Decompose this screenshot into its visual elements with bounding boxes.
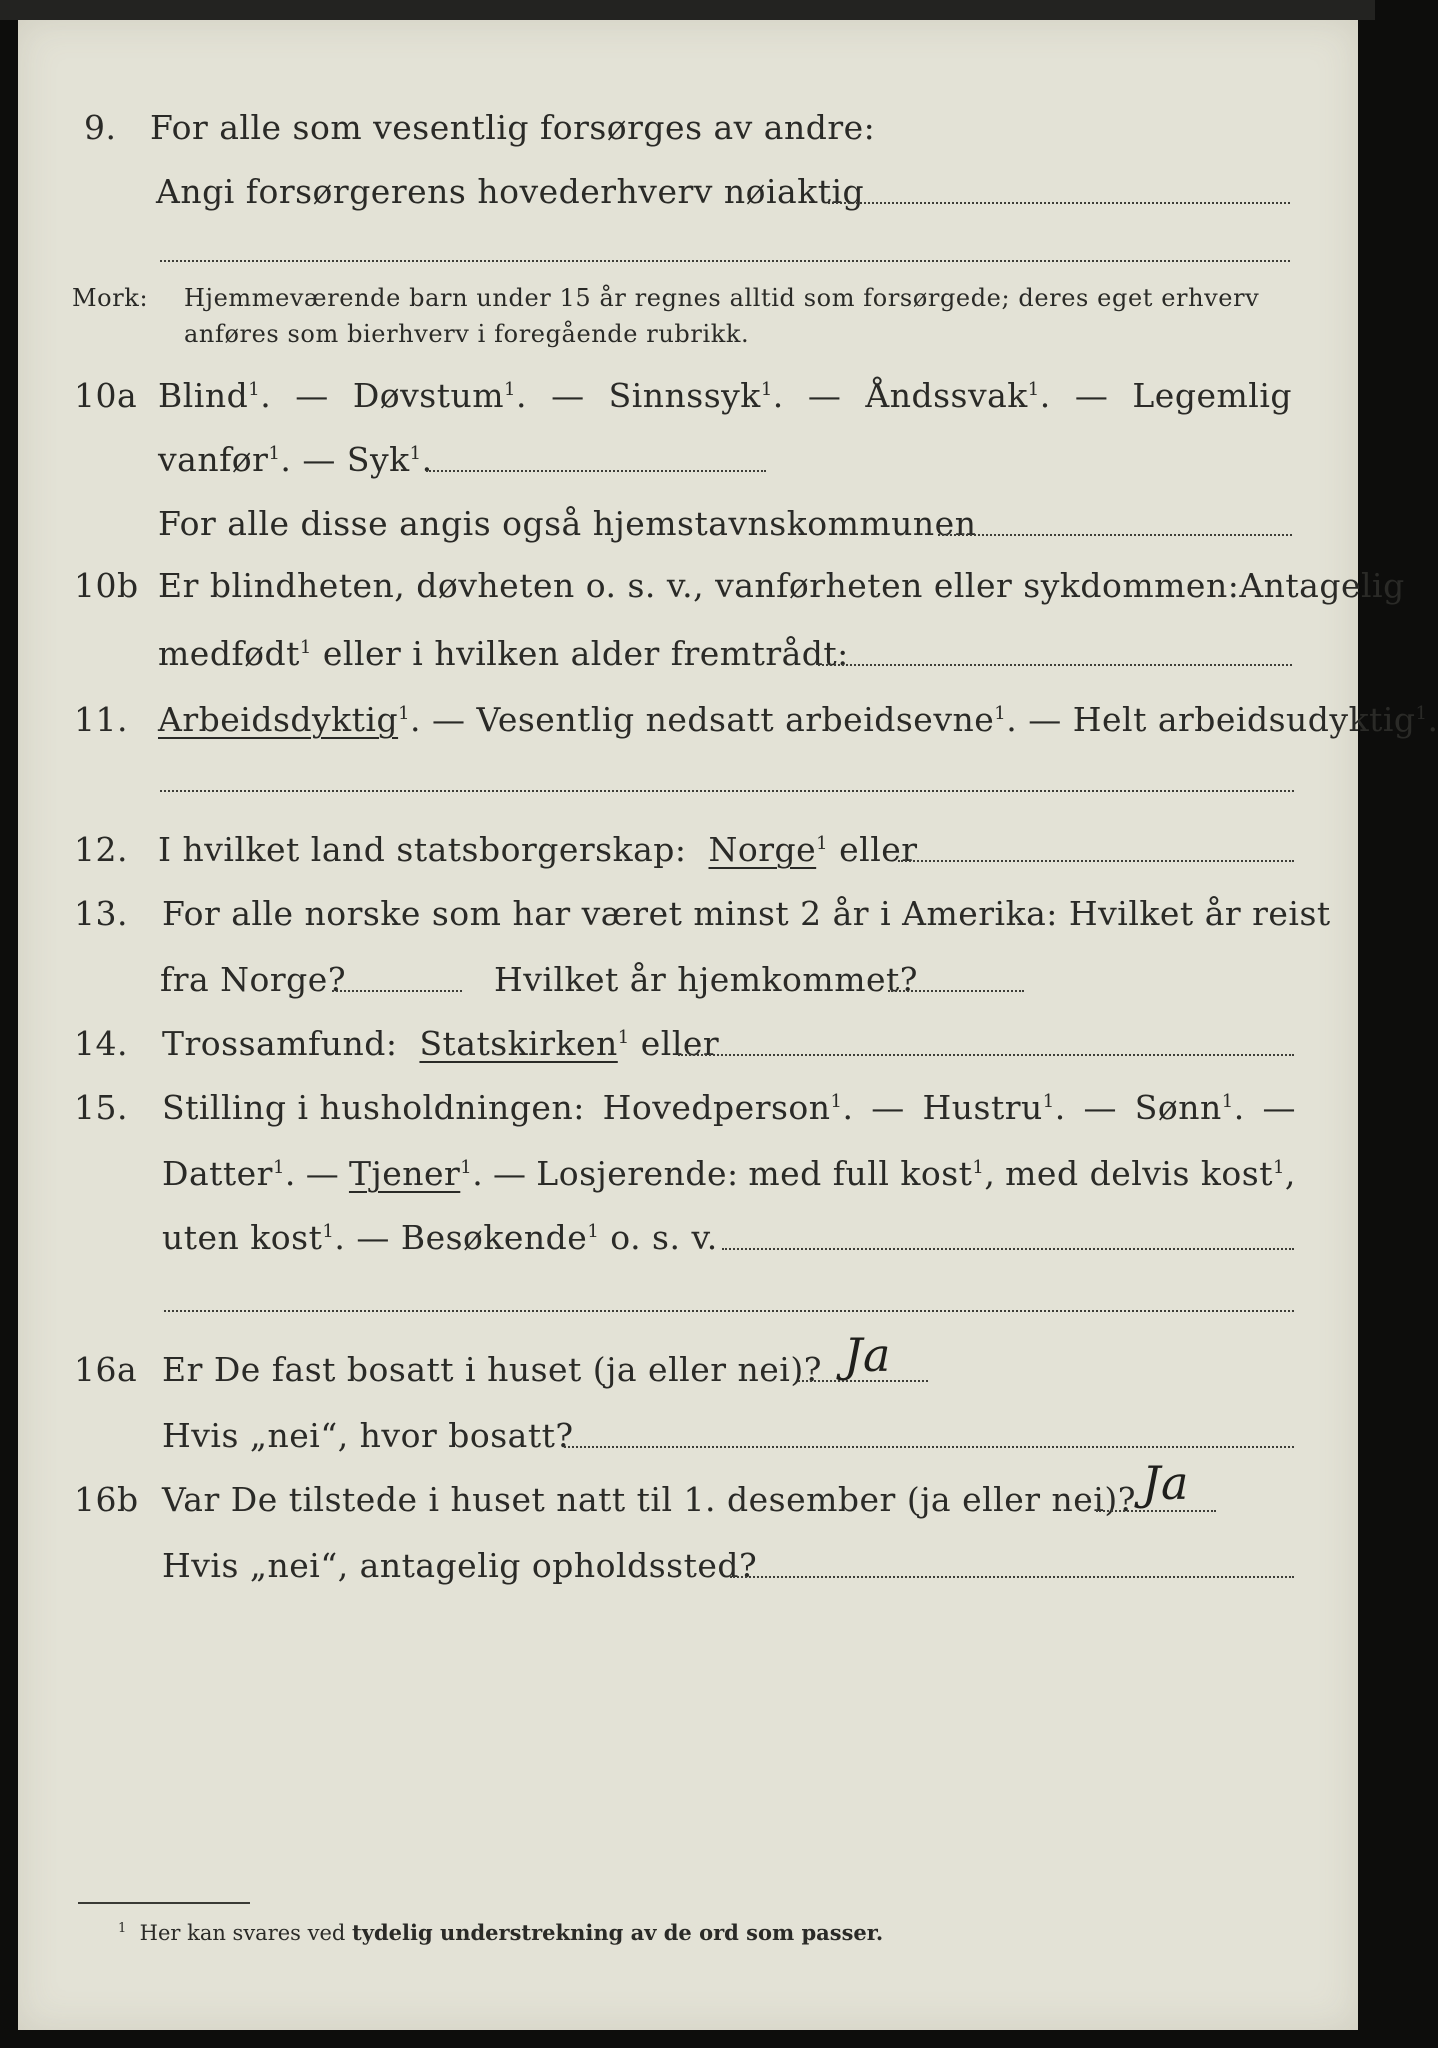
opt-legemlig[interactable]: Legemlig: [1132, 376, 1292, 415]
dash: —: [356, 1218, 390, 1257]
opt-medfodt[interactable]: medfødt$^1$: [158, 634, 312, 673]
opt-full-kost[interactable]: med full kost$^1$,: [748, 1154, 996, 1193]
opt-sinnssyk[interactable]: Sinnssyk$^1$.: [608, 376, 784, 415]
q15-answer-field[interactable]: [722, 1248, 1294, 1250]
dash: —: [807, 376, 842, 415]
dash: —: [295, 376, 329, 415]
dash: —: [305, 1154, 340, 1193]
opt-tjener[interactable]: Tjener$^1$.: [348, 1154, 484, 1193]
q16b-opholdssted-field[interactable]: [730, 1576, 1294, 1578]
footnote: [118, 1920, 883, 1945]
q10a-options: [158, 376, 1292, 415]
q14-answer-field[interactable]: [678, 1054, 1294, 1056]
q9-question: Angi forsørgerens hovederhverv nøiaktig: [156, 172, 865, 211]
q16b-answer-field[interactable]: [1096, 1510, 1216, 1512]
q16b-handwritten-answer[interactable]: Ja: [1142, 1456, 1189, 1510]
q15-answer-field-2[interactable]: [164, 1310, 1294, 1312]
opt-antagelig[interactable]: Antagelig: [1239, 566, 1405, 605]
q12-eller: eller: [839, 830, 918, 869]
mork-line2: anføres som bierhverv i foregående rubrikk.: [184, 320, 750, 348]
q10b-number: 10b: [74, 566, 139, 605]
q16a-number: 16a: [74, 1350, 138, 1389]
q10a-number: 10a: [74, 376, 138, 415]
q16a-question: Er De fast bosatt i huset (ja eller nei)?: [162, 1350, 822, 1389]
q9-answer-field[interactable]: [828, 202, 1290, 204]
mork-line1: [184, 284, 1292, 312]
opt-norge[interactable]: Norge$^1$: [708, 830, 829, 869]
q10a-hjemstavn-field[interactable]: [938, 534, 1292, 536]
dash: —: [551, 376, 585, 415]
mork-text-1: Hjemmeværende barn under 15 år regnes alltid som forsørgede; deres eget erhverv: [184, 284, 1260, 312]
opt-arbeidsdyktig[interactable]: Arbeidsdyktig$^1$.: [158, 700, 422, 739]
opt-andssvak[interactable]: Åndssvak$^1$.: [865, 376, 1051, 415]
q13-reist-field[interactable]: [332, 990, 462, 992]
q10b-alder-field[interactable]: [818, 664, 1292, 666]
mork-label: Mork:: [72, 284, 149, 312]
q16a-hvis-nei: Hvis „nei“, hvor bosatt?: [162, 1416, 574, 1455]
q15-line1-text: [162, 1088, 1296, 1127]
q16b-hvis-nei: Hvis „nei“, antagelig opholdssted?: [162, 1546, 758, 1585]
dash: —: [432, 700, 466, 739]
q13-number: 13.: [74, 894, 128, 933]
opt-vesentlig-nedsatt[interactable]: Vesentlig nedsatt arbeidsevne$^1$.: [476, 700, 1018, 739]
q12-number: 12.: [74, 830, 128, 869]
q10a-hjemstavn: For alle disse angis også hjemstavnskommunen: [158, 504, 977, 543]
q13-reist: fra Norge?: [160, 960, 347, 999]
opt-besokende[interactable]: Besøkende$^1$: [400, 1218, 600, 1257]
census-form-page: [18, 20, 1438, 2030]
footnote-plain: Her kan svares ved: [139, 1921, 346, 1945]
dash: —: [1074, 376, 1109, 415]
q13-question: For alle norske som har været minst 2 år i Amerika: Hvilket år reist: [162, 894, 1331, 933]
q10a-line2-text: [158, 440, 433, 479]
q13-hjemkommet: Hvilket år hjemkommet?: [494, 960, 918, 999]
q10b-line1-text: [158, 566, 1405, 605]
q14-number: 14.: [74, 1024, 128, 1063]
scan-top-edge: [0, 0, 1375, 20]
dash: —: [302, 440, 336, 479]
q16a-bosatt-field[interactable]: [564, 1446, 1294, 1448]
q13-hjemkommet-field[interactable]: [888, 990, 1024, 992]
dash: —: [871, 1088, 905, 1127]
opt-helt-arbeidsudyktig[interactable]: Helt arbeidsudyktig$^1$.: [1072, 700, 1438, 739]
q10b-alder: eller i hvilken alder fremtrådt:: [322, 634, 849, 673]
q16b-question: Var De tilstede i huset natt til 1. desember (ja eller nei)?: [162, 1480, 1136, 1519]
dash: —: [1262, 1088, 1296, 1127]
q14-question: Trossamfund:: [162, 1024, 398, 1063]
opt-blind[interactable]: Blind$^1$.: [158, 376, 272, 415]
q16a-handwritten-answer[interactable]: Ja: [844, 1328, 891, 1382]
opt-uten-kost[interactable]: uten kost$^1$.: [162, 1218, 346, 1257]
q15-losjerende: Losjerende:: [536, 1154, 739, 1193]
opt-delvis-kost[interactable]: med delvis kost$^1$,: [1005, 1154, 1296, 1193]
opt-sonn[interactable]: Sønn$^1$.: [1134, 1088, 1245, 1127]
q15-line2-text: [162, 1154, 1296, 1193]
footnote-rule: [78, 1902, 250, 1904]
q10a-syk-field[interactable]: [426, 470, 766, 472]
opt-dovstum[interactable]: Døvstum$^1$.: [352, 376, 527, 415]
q12-text: [158, 830, 918, 869]
opt-vanfor[interactable]: vanfør$^1$.: [158, 440, 292, 479]
q11-options: [158, 700, 1438, 739]
q10b-line2-text: [158, 634, 849, 673]
q10b-question: Er blindheten, døvheten o. s. v., vanførheten eller sykdommen:: [158, 566, 1240, 605]
q12-answer-field[interactable]: [898, 860, 1294, 862]
opt-hovedperson[interactable]: Hovedperson$^1$.: [602, 1088, 854, 1127]
q14-eller: eller: [640, 1024, 720, 1063]
q12-question: I hvilket land statsborgerskap:: [158, 830, 687, 869]
dash: —: [493, 1154, 527, 1193]
q14-text: [162, 1024, 719, 1063]
q9-answer-field-2[interactable]: [160, 260, 1290, 262]
q11-answer-field[interactable]: [160, 790, 1294, 792]
q15-number: 15.: [74, 1088, 128, 1127]
q9-number: 9.: [84, 108, 117, 147]
opt-hustru[interactable]: Hustru$^1$.: [922, 1088, 1066, 1127]
footnote-mark: 1: [118, 1921, 127, 1936]
q15-osv: o. s. v.: [610, 1218, 718, 1257]
dash: —: [1083, 1088, 1117, 1127]
q15-line3-text: [162, 1218, 718, 1257]
opt-syk[interactable]: Syk$^1$.: [346, 440, 433, 479]
opt-datter[interactable]: Datter$^1$.: [162, 1154, 296, 1193]
footnote-bold: tydelig understrekning av de ord som passer.: [352, 1920, 884, 1945]
dash: —: [1028, 700, 1062, 739]
q11-number: 11.: [74, 700, 128, 739]
q9-heading: For alle som vesentlig forsørges av andre:: [150, 108, 876, 147]
q15-question: Stilling i husholdningen:: [162, 1088, 585, 1127]
q16b-number: 16b: [74, 1480, 139, 1519]
opt-statskirken[interactable]: Statskirken$^1$: [419, 1024, 630, 1063]
